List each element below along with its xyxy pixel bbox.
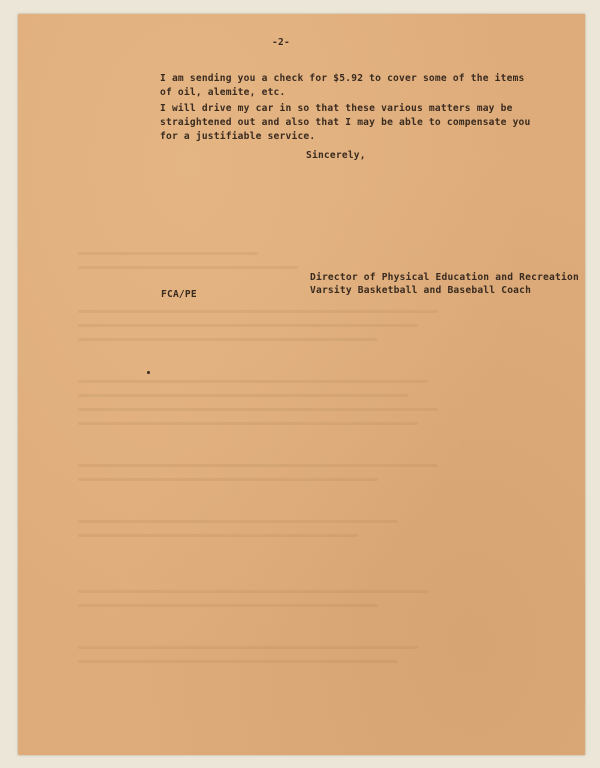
bleed-through-mark xyxy=(78,252,258,255)
bleed-through-mark xyxy=(78,478,378,481)
letter-closing: Sincerely, xyxy=(306,150,366,161)
bleed-through-mark xyxy=(78,660,398,663)
body-line: I will drive my car in so that these various matters may be xyxy=(160,103,513,114)
bleed-through-mark xyxy=(78,266,298,269)
bleed-through-mark xyxy=(78,338,378,341)
signature-title-line: Varsity Basketball and Baseball Coach xyxy=(310,285,532,296)
bleed-through-mark xyxy=(78,422,418,425)
bleed-through-mark xyxy=(78,604,378,607)
bleed-through-mark xyxy=(78,464,438,467)
ink-speck xyxy=(147,371,150,374)
page-number: -2- xyxy=(272,37,290,48)
bleed-through-mark xyxy=(78,408,438,411)
bleed-through-mark xyxy=(78,310,438,313)
bleed-through-mark xyxy=(78,324,418,327)
typist-initials: FCA/PE xyxy=(161,289,197,300)
bleed-through-mark xyxy=(78,520,398,523)
bleed-through-mark xyxy=(78,380,428,383)
body-line: straightened out and also that I may be able to compensate you xyxy=(160,117,531,128)
bleed-through-mark xyxy=(78,590,428,593)
signature-title-line: Director of Physical Education and Recreation xyxy=(310,272,579,283)
bleed-through-mark xyxy=(78,394,408,397)
body-line: for a justifiable service. xyxy=(160,131,316,142)
body-line: I am sending you a check for $5.92 to cover some of the items xyxy=(160,73,525,84)
bleed-through-mark xyxy=(78,646,418,649)
body-line: of oil, alemite, etc. xyxy=(160,87,286,98)
bleed-through-mark xyxy=(78,534,358,537)
